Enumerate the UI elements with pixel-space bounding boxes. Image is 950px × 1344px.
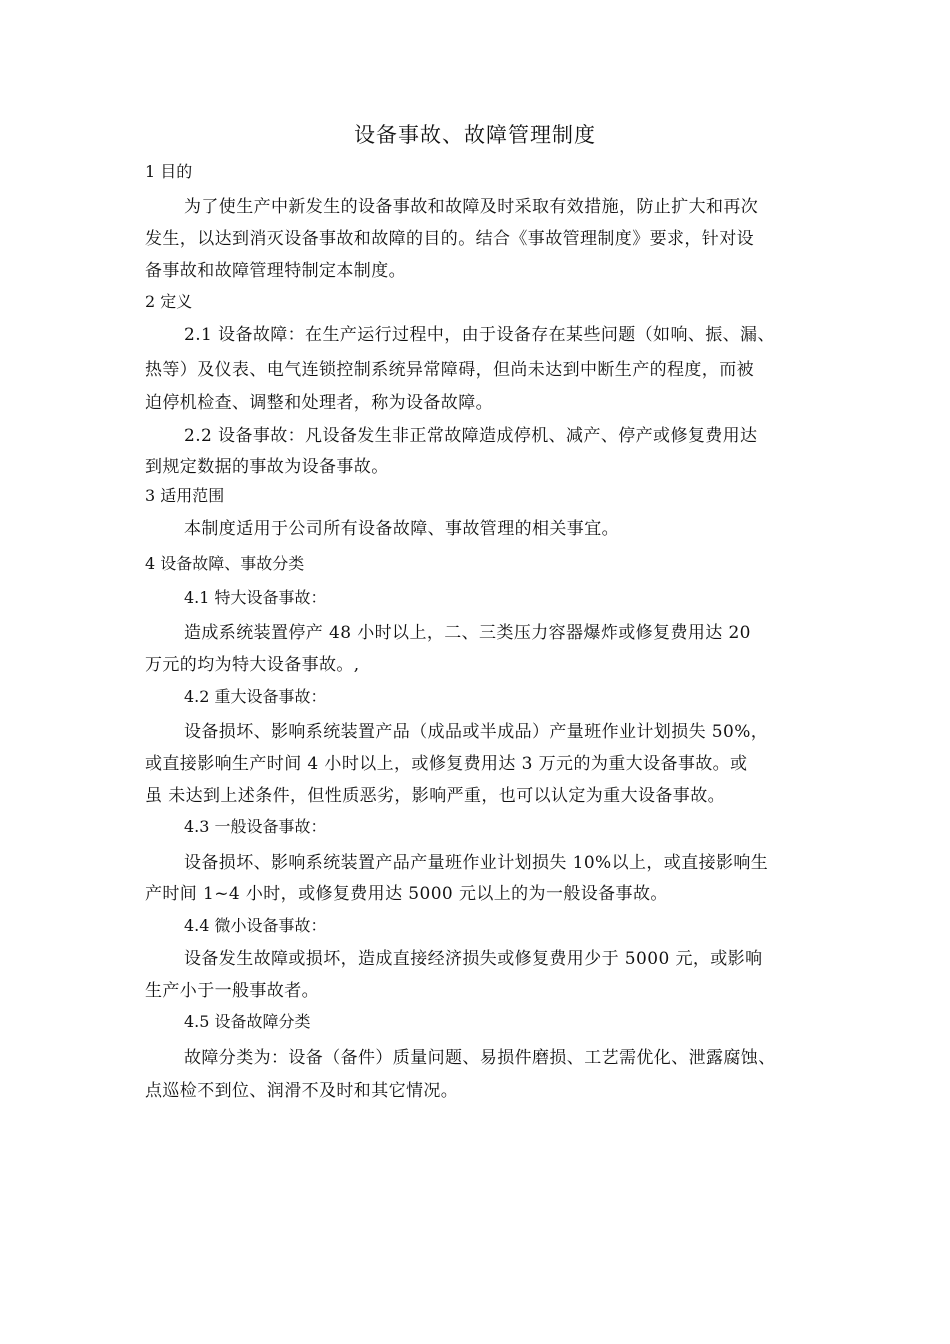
subsection-heading: 4.1 特大设备事故： [184,588,327,607]
document-title: 设备事故、故障管理制度 [354,123,596,147]
paragraph-line: 产时间 1~4 小时，或修复费用达 5000 元以上的为一般设备事故。 [145,884,668,904]
paragraph-line: 为了使生产中新发生的设备事故和故障及时采取有效措施，防止扩大和再次 [184,197,759,217]
paragraph-line: 虽 未达到上述条件，但性质恶劣，影响严重，也可以认定为重大设备事故。 [145,786,726,806]
paragraph-line: 发生，以达到消灭设备事故和故障的目的。结合《事故管理制度》要求，针对设 [145,229,754,249]
paragraph-line: 或直接影响生产时间 4 小时以上，或修复费用达 3 万元的为重大设备事故。或 [145,754,748,774]
section-heading-definition: 2 定义 [145,292,193,311]
paragraph-line: 热等）及仪表、电气连锁控制系统异常障碍，但尚未达到中断生产的程度，而被 [145,360,754,380]
section-heading-classification: 4 设备故障、事故分类 [145,554,305,573]
paragraph-line: 备事故和故障管理特制定本制度。 [145,261,406,281]
paragraph-line: 2.1 设备故障：在生产运行过程中，由于设备存在某些问题（如响、振、漏、 [184,325,775,345]
paragraph-line: 生产小于一般事故者。 [145,981,319,1001]
paragraph-line: 设备损坏、影响系统装置产品（成品或半成品）产量班作业计划损失 50%， [184,722,769,742]
subsection-heading: 4.4 微小设备事故： [184,916,327,935]
paragraph-line: 造成系统装置停产 48 小时以上，二、三类压力容器爆炸或修复费用达 20 [184,623,751,643]
paragraph-line: 点巡检不到位、润滑不及时和其它情况。 [145,1081,459,1101]
paragraph-line: 万元的均为特大设备事故。, [145,655,360,675]
section-heading-purpose: 1 目的 [145,162,193,181]
paragraph-line: 2.2 设备事故：凡设备发生非正常故障造成停机、减产、停产或修复费用达 [184,426,758,446]
paragraph-line: 本制度适用于公司所有设备故障、事故管理的相关事宜。 [184,519,619,539]
paragraph-line: 故障分类为：设备（备件）质量问题、易损件磨损、工艺需优化、泄露腐蚀、 [184,1048,776,1068]
section-heading-scope: 3 适用范围 [145,486,225,505]
subsection-heading: 4.3 一般设备事故： [184,817,327,836]
paragraph-line: 设备发生故障或损坏，造成直接经济损失或修复费用少于 5000 元，或影响 [184,949,763,969]
paragraph-line: 迫停机检查、调整和处理者，称为设备故障。 [145,393,493,413]
subsection-heading: 4.2 重大设备事故： [184,687,327,706]
paragraph-line: 设备损坏、影响系统装置产品产量班作业计划损失 10%以上，或直接影响生 [184,853,769,873]
paragraph-line: 到规定数据的事故为设备事故。 [145,457,389,477]
subsection-heading: 4.5 设备故障分类 [184,1012,311,1031]
